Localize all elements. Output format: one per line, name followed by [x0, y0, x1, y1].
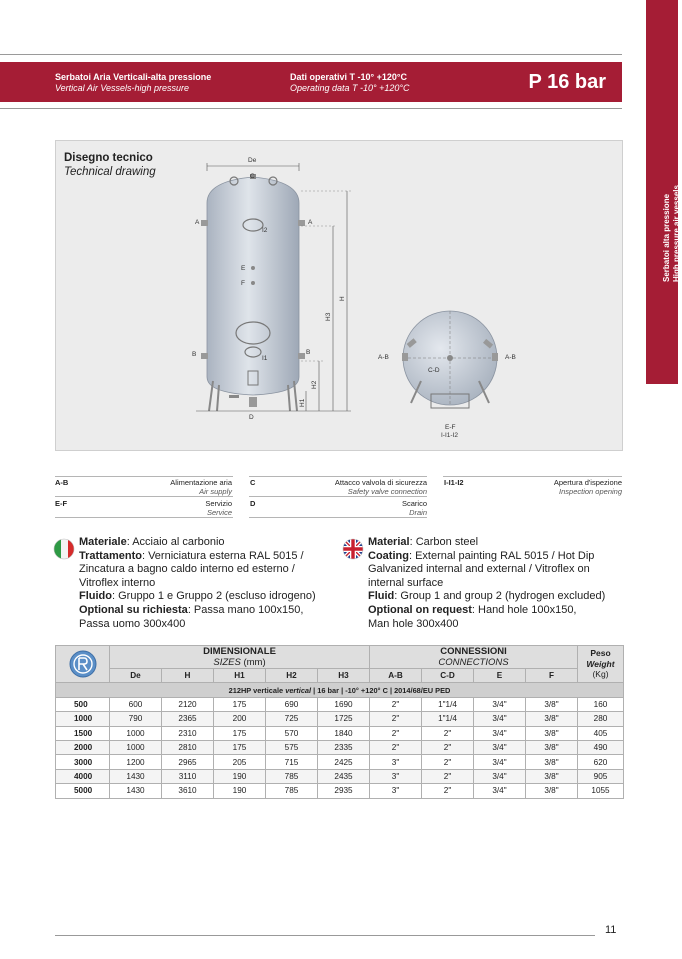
- table-cell: 1200: [110, 755, 162, 769]
- coating-text-cont: internal surface: [368, 576, 444, 589]
- specs-table: [55, 645, 624, 799]
- legend-desc-en: Drain: [409, 508, 427, 517]
- table-cell: 3/8": [526, 784, 578, 798]
- table-cell: 405: [578, 726, 624, 740]
- legend-divider: [249, 476, 427, 477]
- table-cell: 3/4": [474, 697, 526, 711]
- fluid-label: Fluid: [368, 590, 395, 603]
- table-cell: 785: [266, 769, 318, 783]
- material-label: Materiale: [79, 536, 127, 548]
- legend-divider: [55, 476, 233, 477]
- row-model: 2000: [56, 740, 110, 754]
- label-ef: E-F: [445, 424, 456, 431]
- legend-desc-en: Service: [206, 508, 232, 517]
- label-i-i1-i2: I-I1-I2: [441, 432, 458, 439]
- col-header: A-B: [370, 669, 422, 683]
- table-cell: 3/8": [526, 726, 578, 740]
- table-cell: 1"1/4: [422, 712, 474, 726]
- table-cell: 2": [422, 740, 474, 754]
- vessel-drawing: [56, 141, 622, 450]
- table-cell: 3/8": [526, 769, 578, 783]
- header-top-rule: [0, 54, 622, 55]
- legend-desc-it: Scarico: [401, 499, 427, 508]
- table-cell: 3/4": [474, 784, 526, 798]
- table-cell: 905: [578, 769, 624, 783]
- vessel-top-view: [402, 311, 498, 408]
- side-tab-label-en: High pressure air vessels: [672, 185, 681, 282]
- label-b-left: B: [192, 351, 197, 358]
- col-header: De: [110, 669, 162, 683]
- col-header: H2: [266, 669, 318, 683]
- table-cell: 280: [578, 712, 624, 726]
- label-h2: H2: [311, 380, 318, 389]
- label-h: H: [339, 296, 346, 301]
- fluid-text: : Group 1 and group 2 (hydrogen excluded): [394, 590, 606, 603]
- table-cell: 3/8": [526, 712, 578, 726]
- label-a-right: A: [308, 219, 313, 226]
- table-cell: 1"1/4: [422, 697, 474, 711]
- table-cell: 2": [370, 697, 422, 711]
- table-cell: 715: [266, 755, 318, 769]
- optional-text: : Passa mano 100x150,: [187, 603, 304, 616]
- legend-item-ab: [120, 478, 232, 496]
- table-cell: 2": [422, 769, 474, 783]
- table-row: [56, 697, 624, 711]
- legend-code-i: I-I1-I2: [444, 478, 464, 487]
- table-row: [56, 712, 624, 726]
- table-cell: 3/4": [474, 769, 526, 783]
- table-cell: 1000: [110, 726, 162, 740]
- table-cell: 1690: [318, 697, 370, 711]
- label-b-right: B: [306, 349, 311, 356]
- series-title-it: Serbatoi Aria Verticali-alta pressione: [55, 72, 212, 82]
- table-cell: 620: [578, 755, 624, 769]
- table-cell: 175: [214, 697, 266, 711]
- table-row: [56, 726, 624, 740]
- table-row: [56, 755, 624, 769]
- materials-italian: [79, 536, 316, 631]
- legend-item-d: [300, 499, 427, 517]
- table-cell: 3/8": [526, 755, 578, 769]
- table-row: [56, 769, 624, 783]
- sizes-group-en: SIZES: [213, 657, 241, 668]
- optional-label: Optional on request: [368, 603, 472, 616]
- connections-group-header: [370, 646, 578, 669]
- header-band: [0, 62, 622, 102]
- header-bottom-rule: [0, 108, 622, 109]
- row-model: 1000: [56, 712, 110, 726]
- label-h3: H3: [325, 312, 332, 321]
- legend-desc-it: Attacco valvola di sicurezza: [334, 478, 427, 487]
- label-d: D: [249, 414, 254, 421]
- table-cell: 2": [370, 726, 422, 740]
- col-header: E: [474, 669, 526, 683]
- table-cell: 2": [422, 755, 474, 769]
- legend-code-c: C: [250, 478, 256, 487]
- table-cell: 3/8": [526, 697, 578, 711]
- label-de: De: [248, 157, 257, 164]
- col-header: H1: [214, 669, 266, 683]
- drawing-title-en: Technical drawing: [64, 166, 156, 178]
- label-i1: I1: [262, 355, 268, 362]
- table-cell: 1055: [578, 784, 624, 798]
- label-cd: C-D: [428, 367, 440, 374]
- optional-text-cont: Passa uomo 300x400: [79, 617, 186, 630]
- label-ab-right: A-B: [505, 354, 516, 361]
- subheader-model: 212HP verticale: [228, 685, 286, 695]
- table-cell: 200: [214, 712, 266, 726]
- operating-data-en: Operating data T -10° +120°C: [290, 83, 410, 93]
- subheader-vertical: vertical: [285, 685, 312, 695]
- coating-label: Trattamento: [79, 549, 142, 562]
- table-cell: 570: [266, 726, 318, 740]
- weight-en: Weight: [586, 658, 615, 669]
- sizes-unit: (mm): [243, 657, 266, 668]
- fluid-text: : Gruppo 1 e Gruppo 2 (escluso idrogeno): [112, 590, 316, 603]
- legend-desc-it: Alimentazione aria: [170, 478, 232, 487]
- table-cell: 725: [266, 712, 318, 726]
- col-header: H3: [318, 669, 370, 683]
- col-header: C-D: [422, 669, 474, 683]
- legend-desc-en: Air supply: [199, 487, 232, 496]
- table-cell: 2965: [162, 755, 214, 769]
- table-cell: 3/4": [474, 712, 526, 726]
- coating-text-cont: Vitroflex interno: [79, 576, 156, 589]
- legend-code-ef: E-F: [55, 499, 68, 508]
- technical-drawing-panel: [55, 140, 623, 451]
- table-cell: 3": [370, 755, 422, 769]
- table-cell: 3110: [162, 769, 214, 783]
- table-cell: 1000: [110, 740, 162, 754]
- table-row: [56, 784, 624, 798]
- sizes-group-header: [110, 646, 370, 669]
- table-cell: 3/4": [474, 740, 526, 754]
- footer-rule: [55, 935, 595, 936]
- series-title-en: Vertical Air Vessels-high pressure: [55, 83, 190, 93]
- table-cell: 2435: [318, 769, 370, 783]
- coating-label: Coating: [368, 549, 409, 562]
- label-e: E: [241, 265, 246, 272]
- pressure-rating: P 16 bar: [528, 71, 606, 93]
- coating-text-cont: Zincatura a bagno caldo interno ed esterno /: [79, 563, 295, 576]
- optional-label: Optional su richiesta: [79, 603, 188, 616]
- table-cell: 2": [370, 740, 422, 754]
- table-cell: 2935: [318, 784, 370, 798]
- table-cell: 2365: [162, 712, 214, 726]
- page-number: 11: [605, 924, 617, 936]
- row-model: 4000: [56, 769, 110, 783]
- table-subheader: [56, 683, 624, 697]
- legend-code-d: D: [250, 499, 256, 508]
- row-model: 3000: [56, 755, 110, 769]
- legend-desc-en: Inspection opening: [559, 487, 622, 496]
- side-tab-label: [662, 185, 682, 282]
- table-cell: 3/8": [526, 740, 578, 754]
- vertical-vessel-front-view: [196, 163, 351, 411]
- table-cell: 690: [266, 697, 318, 711]
- table-cell: 175: [214, 726, 266, 740]
- table-cell: 160: [578, 697, 624, 711]
- label-c: C: [250, 173, 255, 180]
- table-cell: 1430: [110, 769, 162, 783]
- connections-group-en: CONNECTIONS: [438, 657, 509, 668]
- legend-divider: [443, 476, 622, 477]
- col-header: F: [526, 669, 578, 683]
- side-tab-label-it: Serbatoi alta pressione: [662, 193, 671, 282]
- coating-text: : External painting RAL 5015 / Hot Dip: [408, 549, 595, 562]
- legend-desc-it: Apertura d'ispezione: [553, 478, 622, 487]
- table-cell: 2425: [318, 755, 370, 769]
- label-ab-left: A-B: [378, 354, 389, 361]
- brand-logo-cell: [56, 646, 110, 683]
- legend-divider: [249, 496, 427, 497]
- material-text: : Carbon steel: [409, 536, 479, 548]
- italian-flag-icon: [53, 538, 75, 560]
- legend-item-ef: [120, 499, 232, 517]
- side-section-tab[interactable]: [646, 0, 681, 384]
- table-cell: 490: [578, 740, 624, 754]
- coating-text: : Verniciatura esterna RAL 5015 /: [141, 549, 304, 562]
- table-cell: 2": [422, 784, 474, 798]
- label-i2: I2: [262, 227, 268, 234]
- legend-divider: [55, 496, 233, 497]
- legend-divider: [55, 517, 233, 518]
- table-cell: 2": [422, 726, 474, 740]
- col-header: H: [162, 669, 214, 683]
- table-cell: 3": [370, 769, 422, 783]
- table-cell: 2335: [318, 740, 370, 754]
- subheader-specs: | 16 bar | -10° +120° C | 2014/68/EU PED: [311, 685, 451, 695]
- drawing-title-it: Disegno tecnico: [64, 152, 153, 164]
- optional-text-cont: Man hole 300x400: [368, 617, 459, 630]
- label-a-left: A: [195, 219, 200, 226]
- row-model: 500: [56, 697, 110, 711]
- legend-item-c: [300, 478, 427, 496]
- row-model: 1500: [56, 726, 110, 740]
- table-cell: 790: [110, 712, 162, 726]
- legend-desc-en: Safety valve connection: [347, 487, 427, 496]
- materials-english: [368, 536, 605, 631]
- table-cell: 575: [266, 740, 318, 754]
- table-cell: 3/4": [474, 726, 526, 740]
- table-cell: 600: [110, 697, 162, 711]
- table-cell: 205: [214, 755, 266, 769]
- row-model: 5000: [56, 784, 110, 798]
- optional-text: : Hand hole 100x150,: [471, 603, 577, 616]
- drawing-title: [64, 151, 156, 179]
- label-h1: H1: [299, 398, 306, 407]
- table-cell: 1725: [318, 712, 370, 726]
- connections-group-it: CONNESSIONI: [440, 646, 507, 657]
- table-cell: 1430: [110, 784, 162, 798]
- sizes-group-it: DIMENSIONALE: [203, 646, 276, 657]
- operating-data-it: Dati operativi T -10° +120°C: [290, 72, 407, 82]
- uk-flag-icon: [342, 538, 364, 560]
- legend-desc-it: Servizio: [205, 499, 232, 508]
- weight-it: Peso: [590, 648, 611, 659]
- table-cell: 785: [266, 784, 318, 798]
- legend-item-i: [500, 478, 622, 496]
- table-cell: 2": [370, 712, 422, 726]
- table-row: [56, 740, 624, 754]
- table-cell: 190: [214, 769, 266, 783]
- material-label: Material: [368, 536, 410, 548]
- table-cell: 1840: [318, 726, 370, 740]
- material-text: : Acciaio al carbonio: [126, 536, 225, 548]
- label-f: F: [241, 280, 245, 287]
- table-body: [56, 697, 624, 798]
- coating-text-cont: Galvanized internal and external / Vitroflex on: [368, 563, 590, 576]
- legend-code-ab: A-B: [55, 478, 69, 487]
- table-cell: 190: [214, 784, 266, 798]
- weight-unit: (Kg): [592, 669, 609, 680]
- table-cell: 3": [370, 784, 422, 798]
- brand-logo-icon: [68, 649, 98, 679]
- table-cell: 2810: [162, 740, 214, 754]
- weight-header: [578, 646, 624, 683]
- fluid-label: Fluido: [79, 590, 112, 603]
- table-cell: 175: [214, 740, 266, 754]
- table-cell: 2120: [162, 697, 214, 711]
- table-cell: 3/4": [474, 755, 526, 769]
- table-cell: 3610: [162, 784, 214, 798]
- table-cell: 2310: [162, 726, 214, 740]
- legend-divider: [249, 517, 427, 518]
